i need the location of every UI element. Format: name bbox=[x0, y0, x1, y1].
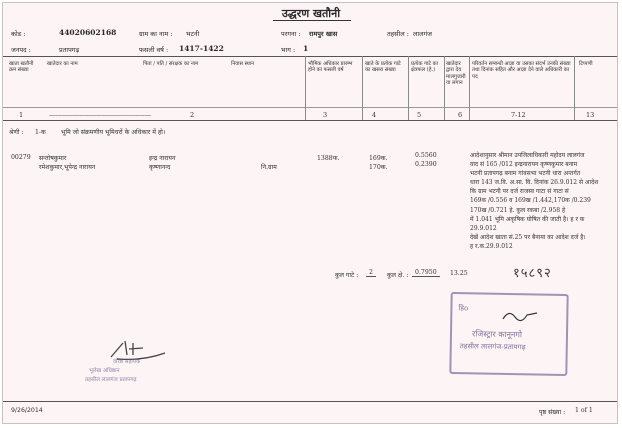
document-title: उद्धरण खतौनी bbox=[281, 7, 341, 20]
category-text: भूमि जो संक्रमणीय भूमिधरों के अधिकार में हो। bbox=[61, 129, 166, 136]
code-label: कोड : bbox=[11, 30, 26, 38]
col-divider bbox=[574, 56, 575, 120]
col-number: 6 bbox=[458, 111, 463, 119]
page-value: 1 of 1 bbox=[575, 407, 593, 414]
district-label: जनपद : bbox=[11, 46, 31, 54]
holder-name: रमेशकुमार,भूपेन्द्र नारायन bbox=[39, 164, 96, 171]
pargana-label: परगना : bbox=[281, 30, 301, 38]
col-number: 13 bbox=[586, 111, 595, 119]
village-label: ग्राम का नाम : bbox=[139, 30, 173, 38]
khasra-number: 169क. bbox=[369, 155, 388, 162]
table-top-rule bbox=[3, 56, 617, 57]
page-label: पृष्ठ संख्या : bbox=[539, 409, 566, 416]
title-underline bbox=[273, 20, 351, 21]
document-sheet bbox=[2, 2, 618, 424]
col-head-lagan: खातेदार द्वारा देय मालगुजारी या लगान bbox=[446, 61, 466, 86]
col-head-changes: परिवर्तन सम्बन्धी आज्ञा या उसका संदर्भ उनकी संख्या तथा दिनांक सहित और आज्ञा देने वाले अधिकारी का पद bbox=[472, 61, 571, 80]
header-bottom-rule bbox=[3, 107, 617, 108]
col-number: 4 bbox=[372, 111, 377, 119]
residence: नि.ग्राम bbox=[261, 164, 277, 171]
holder-name: सन्तोषकुमार bbox=[39, 155, 67, 162]
category-label: श्रेणी : bbox=[9, 129, 24, 136]
part-value: 1 bbox=[303, 44, 309, 53]
col-head-fasli: भौमिक अधिकार प्रारम्भ होने का फसली वर्ष bbox=[308, 61, 353, 74]
village-value: भटनी bbox=[186, 30, 200, 38]
col-head-residence: निवास स्थान bbox=[231, 61, 255, 67]
col-number: 3 bbox=[323, 111, 328, 119]
total-lagan: 13.25 bbox=[450, 270, 468, 277]
col-number: 7-12 bbox=[511, 111, 526, 119]
code-value: 44020602168 bbox=[59, 28, 117, 37]
col-head-holder: खातेदार का नाम bbox=[47, 61, 78, 67]
col-divider bbox=[305, 56, 306, 120]
col-head-area: प्रत्येक गाटे का क्षेत्रफल (हे.) bbox=[411, 61, 438, 74]
category-code: 1-क bbox=[35, 129, 46, 136]
father-name: कृष्णानन्द bbox=[149, 164, 171, 171]
col-number: 1 bbox=[19, 111, 24, 119]
tehsil-label: तहसील : bbox=[387, 30, 409, 38]
col-number: 5 bbox=[417, 111, 422, 119]
pargana-value: रामपुर खास bbox=[309, 30, 338, 38]
col-divider bbox=[444, 56, 445, 120]
total-plots-label: कुल गाटे : bbox=[335, 272, 359, 279]
change-order-text: आदेशानुसार श्रीमान उपजिलाधिकारी महोदय लालगंज वाद सं 165 /012 इन्द्रनारायन कृष्णकुमार बनाम भटनी प्रतापगढ़ बनाम गांवसभा भटनी धारा अन्तर्गत धारा 143 ज.वि. अ.सा. वि. दिनांक 26.9.012 से आदेश कि ग्राम भटनी पर दर्ज राजस्व गाटा सं गाटा सं 169क /0.556 व 169ख /1.442,170क /0.239 170ख /0.721 हे. कुल रकबा /2.958 हे में 1.041 भूमि अकृषिक घोषित की जाती है। ह र क 29.9.012 देखें आदेश खाता सं.25 पर बैनामा का आदेश दर्ज है। ह र.क.29.9.012 bbox=[470, 152, 599, 250]
district-value: प्रतापगढ़ bbox=[59, 46, 80, 54]
father-name: इन्द्र नारायन bbox=[149, 155, 176, 162]
print-date: 9/26/2014 bbox=[11, 407, 43, 414]
col-head-remarks: टिप्पणी bbox=[579, 61, 593, 67]
plot-area: 0.5560 bbox=[415, 152, 437, 159]
col-number-dashes: ------------------------------------------------------------ bbox=[49, 111, 151, 119]
handwritten-number: १५८९२ bbox=[513, 266, 552, 281]
part-label: भाग : bbox=[281, 46, 296, 54]
table-bottom-rule bbox=[3, 401, 617, 402]
col-head-father: पिता / पति / संरक्षक का नाम bbox=[143, 61, 199, 67]
column-number-rule bbox=[3, 120, 617, 121]
office-seal: वरिष्ठ सहायक भूलेख अधिष्ठान तहसील लालगंज प्रतापगढ़ bbox=[85, 359, 141, 383]
tehsil-value: लालगंज bbox=[413, 30, 432, 38]
total-area-value: 0.7950 bbox=[412, 269, 440, 277]
total-plots-value: 2 bbox=[366, 269, 376, 277]
fasli-year: 1388फ. bbox=[317, 155, 340, 162]
fasli-value: 1417-1422 bbox=[179, 44, 224, 53]
col-divider bbox=[408, 56, 409, 120]
col-head-khata: खाता खतौनी क्रम संख्या bbox=[9, 61, 34, 74]
khasra-number: 170क. bbox=[369, 164, 388, 171]
registrar-stamp: हिo रजिस्ट्रार कानूनगो तहसील लालगंज-प्रतापगढ़ bbox=[449, 292, 568, 376]
col-divider bbox=[362, 56, 363, 120]
khata-number: 00279 bbox=[11, 154, 31, 161]
col-head-khasra: खाते के प्रत्येक गाटे का खसरा संख्या bbox=[365, 61, 401, 74]
plot-area: 0.2390 bbox=[415, 161, 437, 168]
fasli-label: फसली वर्ष : bbox=[139, 46, 169, 54]
col-number: 2 bbox=[190, 111, 195, 119]
total-area-label: कुल क्षे. : bbox=[387, 272, 409, 279]
